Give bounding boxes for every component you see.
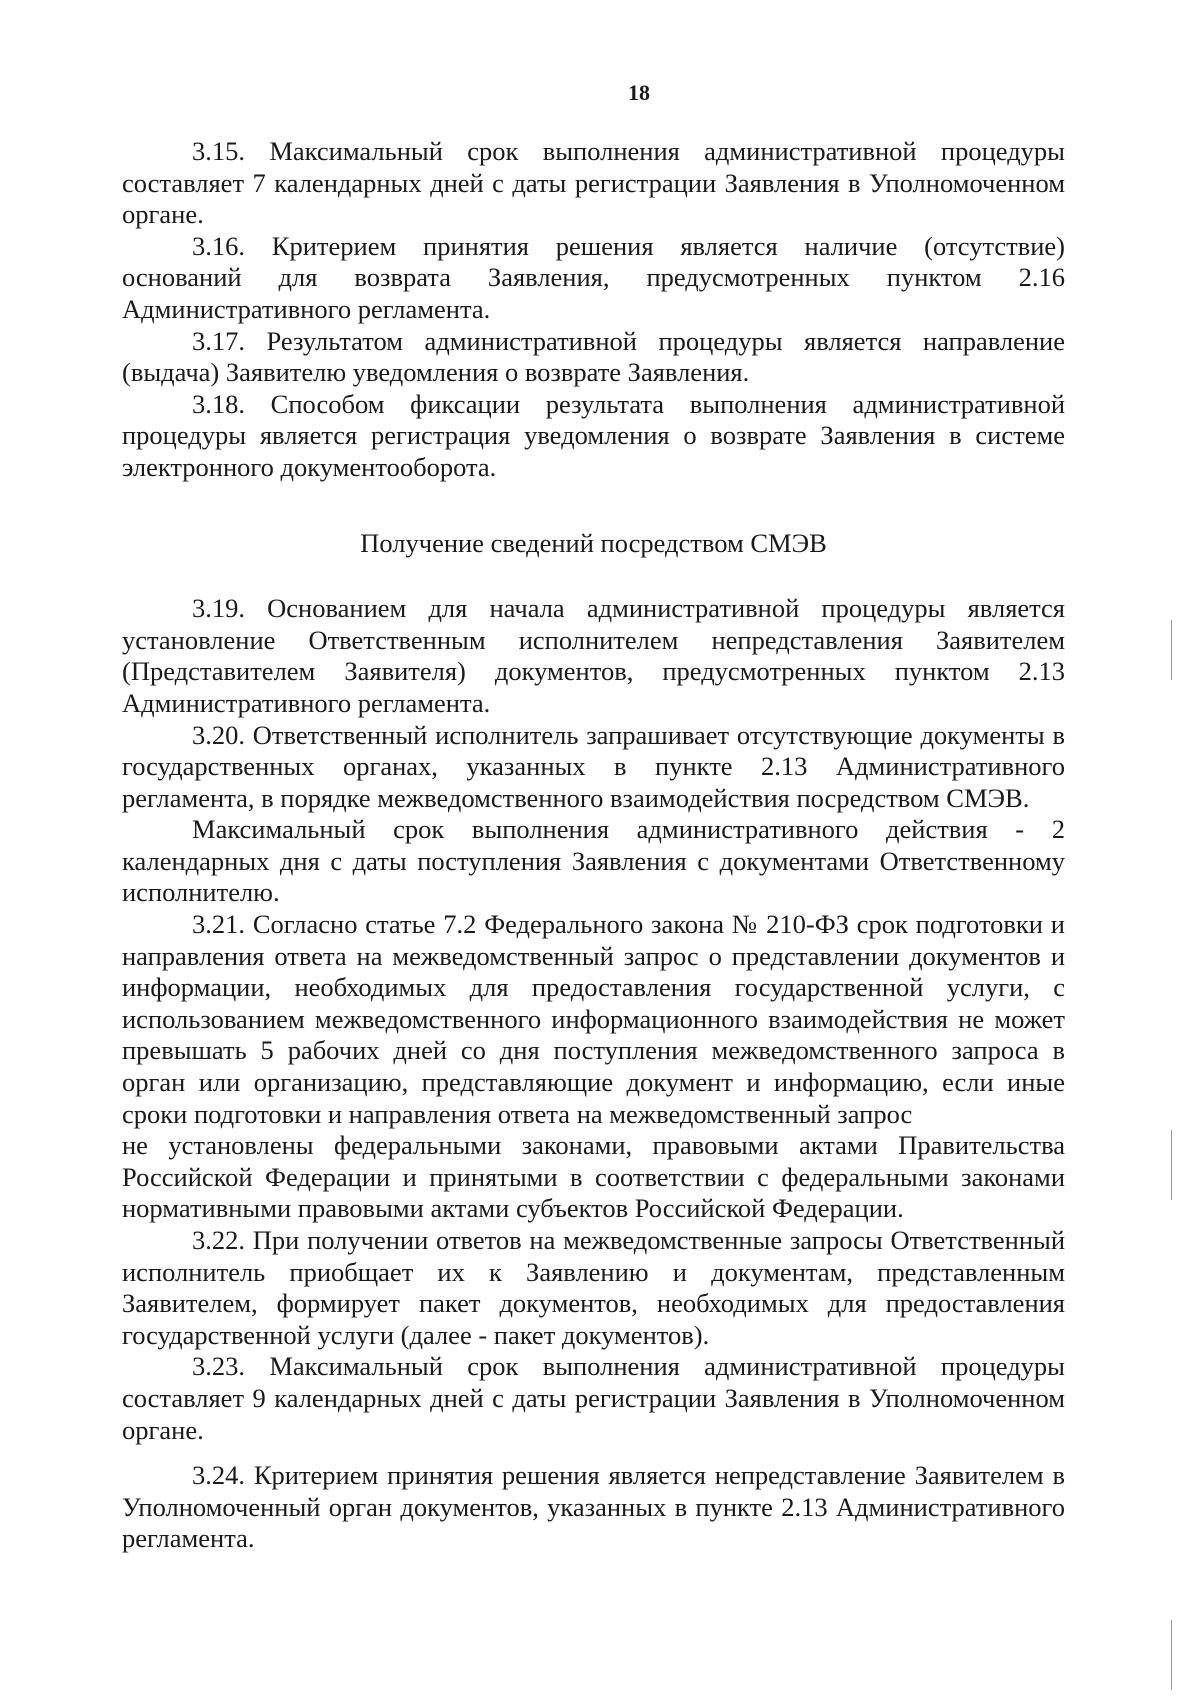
paragraph-3-21-continued: не установлены федеральными законами, правовыми актами Правительства Российской Федерации и принятыми в соответствии с федеральными законами нормативными правовыми актами субъектов Российской Федерации. — [122, 1130, 1065, 1224]
paragraph-3-24: 3.24. Критерием принятия решения является непредставление Заявителем в Уполномоченный орган документов, указанных в пункте 2.13 Административного регламента. — [122, 1460, 1065, 1554]
paragraph-3-16: 3.16. Критерием принятия решения является наличие (отсутствие) оснований для возврата Заявления, предусмотренных пунктом 2.16 Административного регламента. — [122, 230, 1065, 324]
paragraph-3-19: 3.19. Основанием для начала административной процедуры является установление Ответственным исполнителем непредставления Заявителем (Представителем Заявителя) документов, предусмотренных пунктом 2.13 Административного регламента. — [122, 593, 1065, 718]
paragraph-3-18: 3.18. Способом фиксации результата выполнения административной процедуры является регистрация уведомления о возврате Заявления в системе электронного документооборота. — [122, 388, 1065, 482]
paragraph-3-21: 3.21. Согласно статье 7.2 Федерального закона № 210-ФЗ срок подготовки и направления ответа на межведомственный запрос о представлении документов и информации, необходимых для предоставления государственной услуги, с использованием межведомственного информационного взаимодействия не может превышать 5 рабочих дней со дня поступления межведомственного запроса в орган или организацию, представляющие документ и информацию, если иные сроки подготовки и направления ответа на межведомственный запрос — [122, 909, 1065, 1129]
paragraph-3-15: 3.15. Максимальный срок выполнения административной процедуры составляет 7 календарных дней с даты регистрации Заявления в Уполномоченном органе. — [122, 136, 1065, 230]
page-number: 18 — [628, 80, 650, 105]
scan-artifact-right-edge — [1171, 1620, 1172, 1690]
document-body — [122, 136, 1065, 1555]
paragraph-3-17: 3.17. Результатом административной процедуры является направление (выдача) Заявителю уведомления о возврате Заявления. — [122, 325, 1065, 388]
section-heading: Получение сведений посредством СМЭВ — [360, 527, 827, 558]
paragraph-3-22: 3.22. При получении ответов на межведомственные запросы Ответственный исполнитель приобщает их к Заявлению и документам, представленным Заявителем, формирует пакет документов, необходимых для предоставления государственной услуги (далее - пакет документов). — [122, 1225, 1065, 1350]
scan-artifact-right-edge — [1171, 1130, 1172, 1200]
scan-artifact-right-edge — [1171, 620, 1172, 680]
paragraph-max-term: Максимальный срок выполнения административного действия - 2 календарных дня с даты поступления Заявления с документами Ответственному исполнителю. — [122, 814, 1065, 908]
paragraph-3-23: 3.23. Максимальный срок выполнения административной процедуры составляет 9 календарных дней с даты регистрации Заявления в Уполномоченном органе. — [122, 1351, 1065, 1445]
paragraph-gap — [122, 1446, 1065, 1460]
paragraph-3-20: 3.20. Ответственный исполнитель запрашивает отсутствующие документы в государственных органах, указанных в пункте 2.13 Административного регламента, в порядке межведомственного взаимодействия посредством СМЭВ. — [122, 719, 1065, 813]
